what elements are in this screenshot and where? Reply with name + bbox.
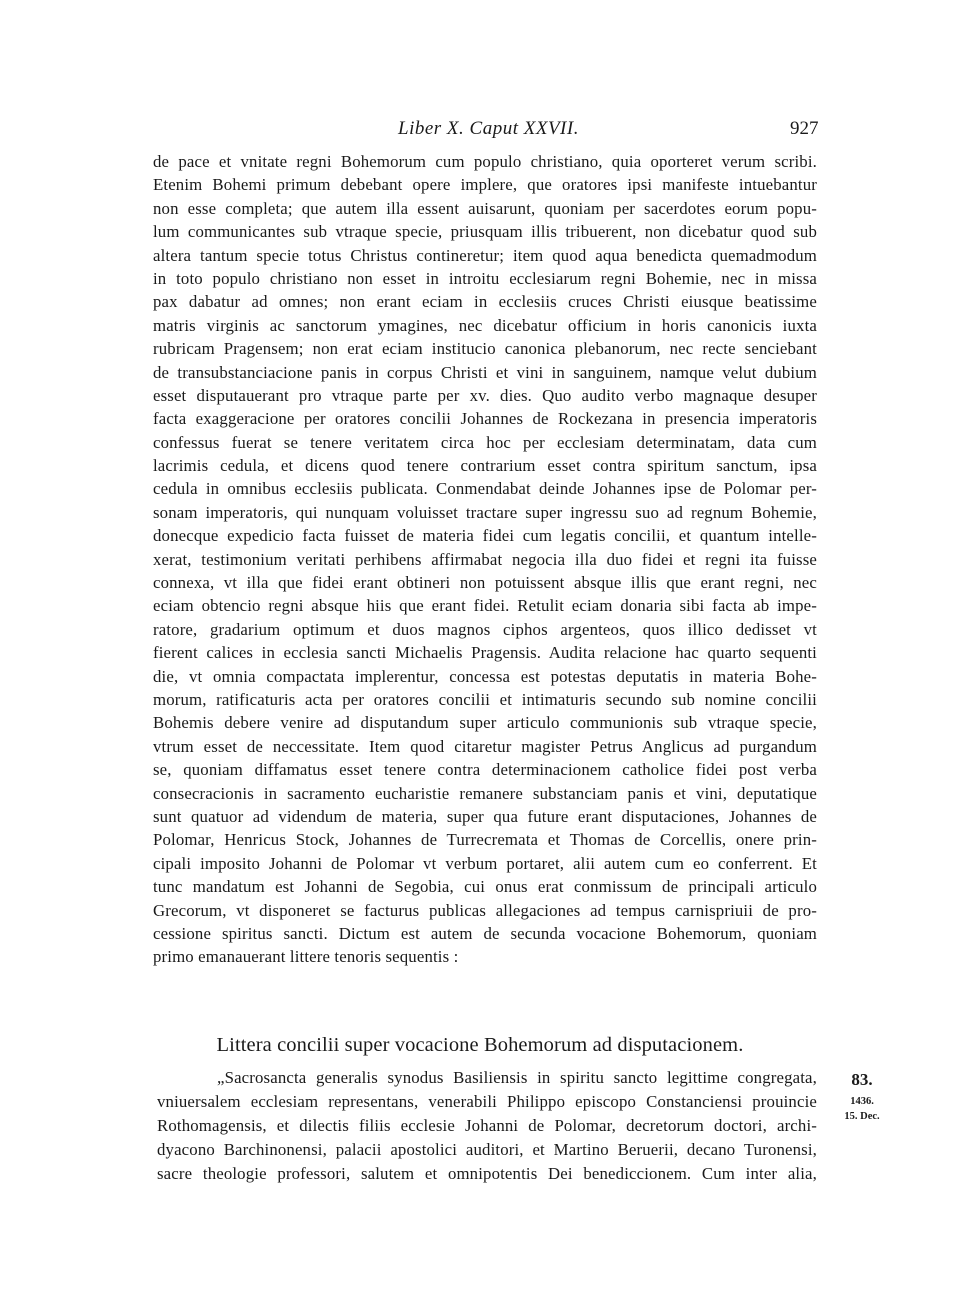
letter-text-block [157,1066,817,1186]
text-line: cessione spiritus sancti. Dictum est autem de secunda vocacione Bohemorum, quoniam [153,923,817,943]
text-line: Polomar, Henricus Stock, Johannes de Turrecremata et Thomas de Corcellis, onere prin- [153,830,817,850]
text-line: Grecorum, vt disponeret se facturus publicas allegaciones ad tempus carnispriuii de pro- [153,900,817,920]
text-line: die, vt omnia compactata implerentur, concessa est potestas deputatis in materia Bohe- [153,666,817,686]
text-line: lacrimis cedula, et dicens quod tenere contrarium esset contra spiritum sanctum, ipsa [153,456,817,476]
letter-line: Rothomagensis, et dilectis filiis ecclesie Johanni de Polomar, decretorum doctori, archi- [157,1116,817,1135]
main-text-block [153,150,817,969]
letter-line: sacre theologie professori, salutem et omnipotentis Dei benediccionem. Cum inter alia, [157,1164,817,1183]
text-line: de pace et vnitate regni Bohemorum cum populo christiano, quia oporteret verum scribi. [153,152,817,171]
text-line: cipali imposito Johanni de Polomar vt verbum portaret, alii autem cum eo conferrent. Et [153,853,817,873]
text-line: esset disputauerant pro vtraque parte per xv. dies. Quo audito verbo magnaque desuper [153,385,817,405]
text-line: Bohemis debere venire ad disputandum super articulo communionis sub vtraque specie, [153,713,817,733]
text-line: facta exaggeracione per oratores concilii Johannes de Rockezana in presencia imperatoris [153,409,817,429]
text-line: se, quoniam diffamatus esset tenere contra determinacionem catholice fidei post verba [153,760,817,780]
text-line: cedula in omnibus ecclesiis publicata. Conmendabat deinde Johannes ipse de Polomar per- [153,479,817,499]
text-line: sonam imperatoris, qui nunquam voluisset tractare super ingressu suo ad regnum Bohemie, [153,502,817,522]
text-line: consecracionis in sacramento eucharistie remanere substanciam panis et vini, deputatique [153,783,817,803]
text-line: lum communicantes sub vtraque specie, priusquam illis tribuerent, non dicebatur quod sub [153,222,817,242]
text-line: in toto populo christiano non esset in introitu ecclesiarum regni Bohemie, nec in missa [153,268,817,288]
text-line: fierent calices in ecclesia sancti Michaelis Pragensis. Audita relacione hac quarto sequenti [153,643,817,663]
running-title: Liber X. Caput XXVII. [398,118,579,139]
text-line: primo emanauerant littere tenoris sequentis : [153,947,459,967]
letter-line: vniuersalem ecclesiam representans, venerabili Philippo episcopo Constanciensi prouincie [157,1092,817,1111]
text-line: donecque expedicio facta fuisset de materia fidei cum legatis concilii, et quantum intelle- [153,526,817,546]
text-line: rubricam Pragensem; non erat eciam institucio canonica plebanorum, nec recte senciebant [153,339,817,359]
text-line: matris virginis ac sanctorum ymagines, nec dicebatur officium in horis canonicis iuxta [153,315,817,335]
text-line: pax dabatur ad omnes; non erant eciam in ecclesiis cruces Christi eiusque beatissime [153,292,817,312]
text-line: ratore, gradarium optimum et duos magnos ciphos argenteos, quos illico dedisset vt [153,619,817,639]
section-heading: Littera concilii super vocacione Bohemorum ad disputacionem. [216,1034,744,1056]
margin-note-number: 83. [851,1070,873,1089]
page-number: 927 [790,118,819,139]
text-line: tunc mandatum est Johanni de Segobia, cui onus erat conmissum de principali articulo [153,877,817,897]
text-line: altera tantum specie totus Christus contineretur; item quod aqua benedicta quemadmodum [153,245,817,265]
margin-note-year: 1436. [850,1096,874,1107]
text-line: confessus fuerat se tenere veritatem circa hoc per ecclesiam determinatam, data cum [153,432,817,452]
text-line: non esse completa; que autem illa essent auisarunt, quoniam per sacerdotes eorum popu- [153,198,817,218]
text-line: sunt quatuor ad videndum de materia, super qua future erant disputaciones, Johannes de [153,806,817,826]
margin-note-date: 15. Dec. [844,1111,880,1122]
text-line: morum, ratificaturis acta per oratores concilii et intimaturis secundo sub nomine concilii [153,689,817,709]
letter-line: „Sacrosancta generalis synodus Basiliensis in spiritu sancto legittime congregata, [217,1068,817,1087]
text-line: de transubstanciacione panis in corpus Christi et vini in sanguinem, namque velut dubium [153,362,817,382]
margin-note [832,1070,892,1122]
letter-line: dyacono Barchinonensi, palacii apostolici auditori, et Martino Beruerii, decano Turonensi, [157,1140,817,1159]
running-header [0,118,960,144]
text-line: xerat, testimonium veritati perhibens affirmabat negocia illa duo fidei et regni ita fuisse [153,549,817,569]
text-line: eciam obtencio regni absque hiis que erant fidei. Retulit eciam donaria sibi facta ab impe- [153,596,817,616]
text-line: vtrum esset de neccessitate. Item quod citaretur magister Petrus Anglicus ad purgandum [153,736,817,756]
text-line: connexa, vt illa que fidei erant obtineri non potuissent absque illis que erant regni, nec [153,573,817,593]
text-line: Etenim Bohemi primum debebant opere implere, que oratores ipsi manifeste intuebantur [153,175,817,195]
